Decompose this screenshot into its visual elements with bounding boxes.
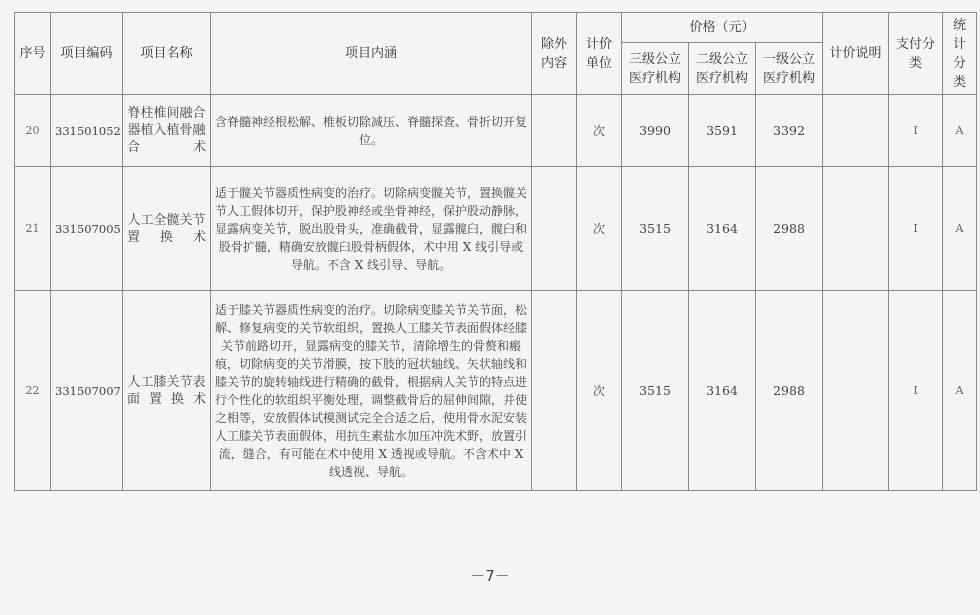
row-price-level1: 3392: [756, 95, 823, 167]
row-payment: I: [889, 95, 943, 167]
row-price-level1: 2988: [756, 291, 823, 491]
table-row: [15, 95, 977, 167]
row-note: [823, 167, 889, 291]
header-price-group: 价格（元）: [622, 13, 823, 43]
row-seq: 21: [15, 167, 51, 291]
row-seq: 22: [15, 291, 51, 491]
row-note: [823, 291, 889, 491]
row-price-level3: 3515: [622, 167, 689, 291]
row-seq: 20: [15, 95, 51, 167]
header-pricing-note: 计价说明: [823, 13, 889, 95]
row-payment: I: [889, 167, 943, 291]
row-exclude: [532, 167, 577, 291]
row-note: [823, 95, 889, 167]
row-stats: A: [943, 291, 977, 491]
row-price-level2: 3164: [689, 167, 756, 291]
row-price-level2: 3591: [689, 95, 756, 167]
table-row: [15, 167, 977, 291]
header-unit: 计价单位: [577, 13, 622, 95]
table-row: [15, 291, 977, 491]
header-content: 项目内涵: [211, 13, 532, 95]
row-price-level3: 3515: [622, 291, 689, 491]
header-code: 项目编码: [51, 13, 123, 95]
row-unit: 次: [577, 95, 622, 167]
header-level1: 一级公立医疗机构: [756, 43, 823, 95]
row-name: 人工全髋关节置换术: [123, 167, 211, 291]
row-name: 人工膝关节表面置换术: [123, 291, 211, 491]
header-seq: 序号: [15, 13, 51, 95]
row-name: 脊柱椎间融合器植入植骨融合术: [123, 95, 211, 167]
header-exclude: 除外内容: [532, 13, 577, 95]
row-content: 适于膝关节器质性病变的治疗。切除病变膝关节关节面，松解、修复病变的关节软组织，置换人工膝关节表面假体经膝关节前路切开，显露病变的膝关节，清除增生的骨赘和瘢痕，切除病变的关节滑膜，按下肢的冠状轴线、矢状轴线和膝关节的旋转轴线进行精确的截骨，根据病人关节的特点进行个性化的软组织平衡处理，调整截骨后的屈伸间隙，并使之相等，安放假体试模测试完全合适之后，使用骨水泥安装人工膝关节表面假体，用抗生素盐水加压冲洗术野，放置引流，缝合，有可能在术中使用 X 透视或导航。不含术中 X 线透视、导航。: [211, 291, 532, 491]
row-payment: I: [889, 291, 943, 491]
row-stats: A: [943, 167, 977, 291]
header-stats: 统计分类: [943, 13, 977, 95]
row-exclude: [532, 291, 577, 491]
row-unit: 次: [577, 291, 622, 491]
row-code: 331507007: [51, 291, 123, 491]
price-table: [14, 12, 977, 491]
header-level2: 二级公立医疗机构: [689, 43, 756, 95]
header-payment: 支付分类: [889, 13, 943, 95]
row-code: 331501052: [51, 95, 123, 167]
row-price-level3: 3990: [622, 95, 689, 167]
row-stats: A: [943, 95, 977, 167]
row-price-level1: 2988: [756, 167, 823, 291]
row-unit: 次: [577, 167, 622, 291]
page-number: －7－: [470, 567, 510, 585]
row-content: 含脊髓神经根松解、椎板切除减压、脊髓探查、骨折切开复位。: [211, 95, 532, 167]
header-name: 项目名称: [123, 13, 211, 95]
row-price-level2: 3164: [689, 291, 756, 491]
row-code: 331507005: [51, 167, 123, 291]
row-exclude: [532, 95, 577, 167]
row-content: 适于髋关节器质性病变的治疗。切除病变髋关节，置换髋关节人工假体切开，保护股神经或坐骨神经，保护股动静脉，显露病变关节，脱出股骨头，准确截骨，显露髋臼，髋臼和股骨扩髓，精确安放髋臼股骨柄假体，术中用 X 线引导或导航。不含 X 线引导、导航。: [211, 167, 532, 291]
header-level3: 三级公立医疗机构: [622, 43, 689, 95]
price-table-sheet: [14, 12, 976, 491]
